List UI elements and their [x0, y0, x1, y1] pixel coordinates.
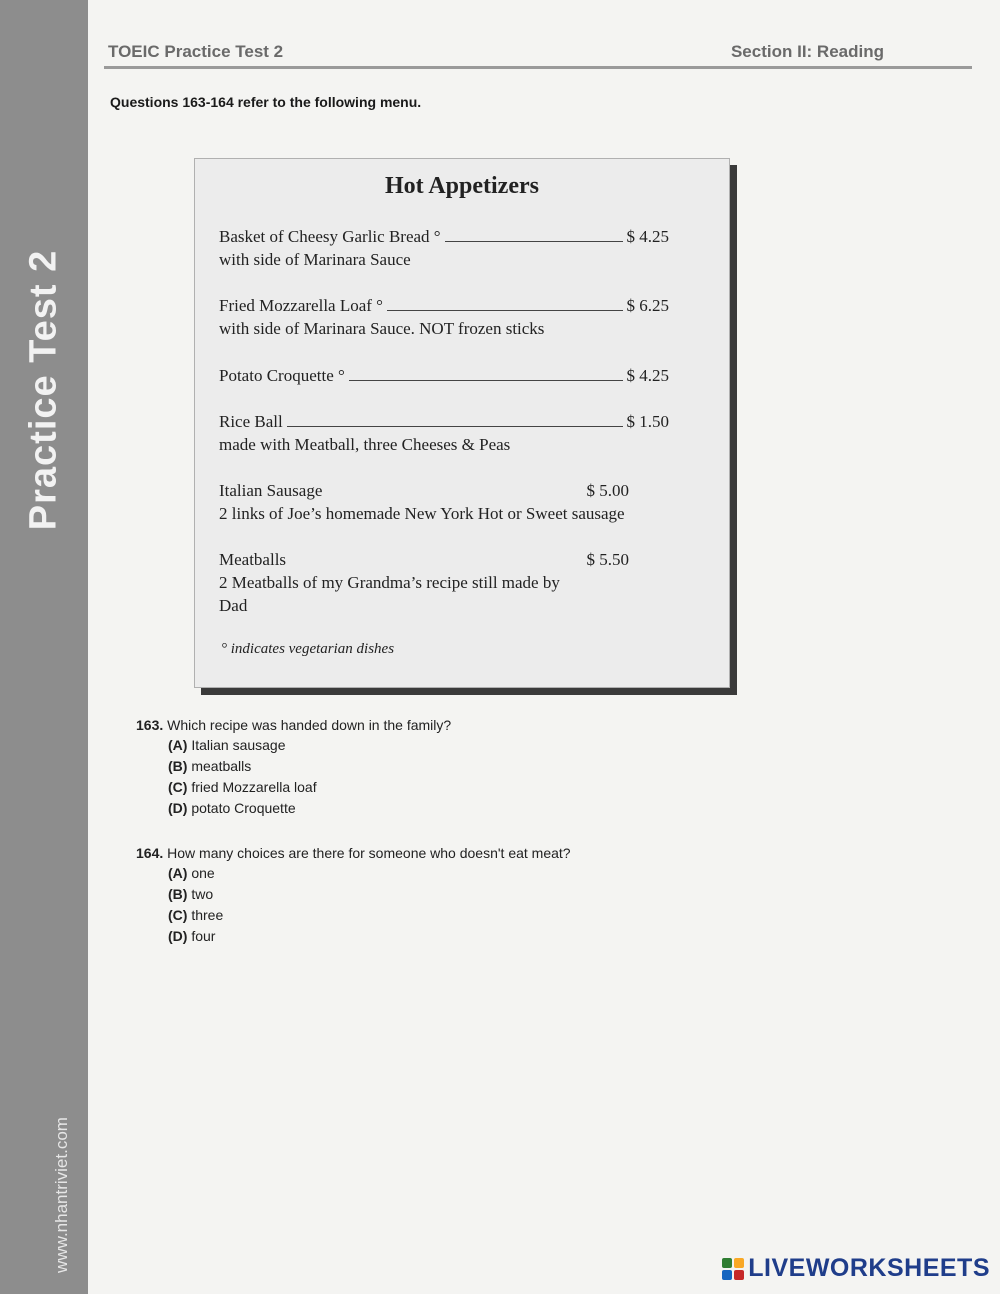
menu-item-description: 2 Meatballs of my Grandma’s recipe still made by Dad [219, 573, 560, 615]
header-section-title: Section II: Reading [730, 42, 884, 61]
answer-option[interactable] [168, 777, 451, 798]
menu-item-description: made with Meatball, three Cheeses & Peas [219, 435, 511, 454]
option-text: three [191, 907, 224, 923]
menu-item-price: $ 5.50 [586, 550, 629, 569]
menu-item-name: Basket of Cheesy Garlic Bread ° [219, 227, 441, 246]
logo-square [734, 1258, 744, 1268]
menu-item [219, 410, 669, 456]
menu-item-price: $ 5.00 [586, 481, 629, 500]
option-text: four [191, 928, 216, 944]
menu-item [219, 364, 669, 387]
sidebar-title: Practice Test 2 [22, 249, 65, 531]
questions-intro: Questions 163-164 refer to the following menu. [110, 94, 422, 110]
question-number: 164. [136, 845, 164, 861]
option-text: meatballs [191, 758, 252, 774]
option-text: Italian sausage [191, 737, 286, 753]
menu-item-price: $ 6.25 [626, 296, 669, 315]
menu-title: Hot Appetizers [385, 173, 539, 199]
header-test-title: TOEIC Practice Test 2 [108, 42, 284, 61]
question-text: How many choices are there for someone who doesn't eat meat? [167, 845, 571, 861]
leader-line [387, 310, 623, 311]
leader-line [445, 241, 623, 242]
menu-item-name: Meatballs [219, 550, 287, 569]
option-letter: (D) [168, 928, 188, 944]
liveworksheets-logo-icon [722, 1258, 744, 1280]
option-text: two [191, 886, 214, 902]
menu-item [219, 548, 669, 617]
answer-option[interactable] [168, 756, 451, 777]
question-164 [136, 843, 571, 947]
menu-box [194, 158, 730, 688]
answer-option[interactable] [168, 884, 571, 905]
logo-square [722, 1258, 732, 1268]
liveworksheets-brand [722, 1254, 990, 1283]
menu-item-name: Rice Ball [219, 412, 283, 431]
option-text: fried Mozzarella loaf [191, 779, 317, 795]
question-163 [136, 715, 451, 819]
question-text: Which recipe was handed down in the family? [167, 717, 452, 733]
menu-item-name: Fried Mozzarella Loaf ° [219, 296, 383, 315]
menu-item-name: Potato Croquette ° [219, 366, 345, 385]
option-letter: (B) [168, 886, 188, 902]
answer-option[interactable] [168, 863, 571, 884]
menu-item [219, 225, 669, 271]
answer-option[interactable] [168, 735, 451, 756]
option-letter: (C) [168, 779, 188, 795]
answer-option[interactable] [168, 905, 571, 926]
leader-line [349, 380, 623, 381]
option-letter: (C) [168, 907, 188, 923]
menu-footnote: ° indicates vegetarian dishes [221, 641, 395, 657]
menu-item-price: $ 4.25 [626, 366, 669, 385]
menu-item-description: with side of Marinara Sauce. NOT frozen sticks [219, 319, 545, 338]
option-letter: (D) [168, 800, 188, 816]
menu-item [219, 294, 669, 340]
option-text: one [191, 865, 215, 881]
menu-item-name: Italian Sausage [219, 481, 323, 500]
leader-line [287, 426, 623, 427]
option-letter: (B) [168, 758, 188, 774]
brand-text: LIVEWORKSHEETS [748, 1254, 990, 1282]
logo-square [722, 1270, 732, 1280]
menu-item-price: $ 4.25 [626, 227, 669, 246]
sidebar-url: www.nhantriviet.com [52, 1117, 71, 1273]
answer-option[interactable] [168, 798, 451, 819]
option-letter: (A) [168, 865, 188, 881]
header-divider [104, 66, 972, 69]
logo-square [734, 1270, 744, 1280]
menu-item-price: $ 1.50 [626, 412, 669, 431]
option-text: potato Croquette [191, 800, 296, 816]
question-number: 163. [136, 717, 164, 733]
menu-item-description: 2 links of Joe’s homemade New York Hot or Sweet sausage [219, 504, 625, 523]
menu-item-description: with side of Marinara Sauce [219, 250, 411, 269]
menu-item [219, 479, 689, 525]
option-letter: (A) [168, 737, 188, 753]
answer-option[interactable] [168, 926, 571, 947]
sidebar [0, 0, 88, 1294]
